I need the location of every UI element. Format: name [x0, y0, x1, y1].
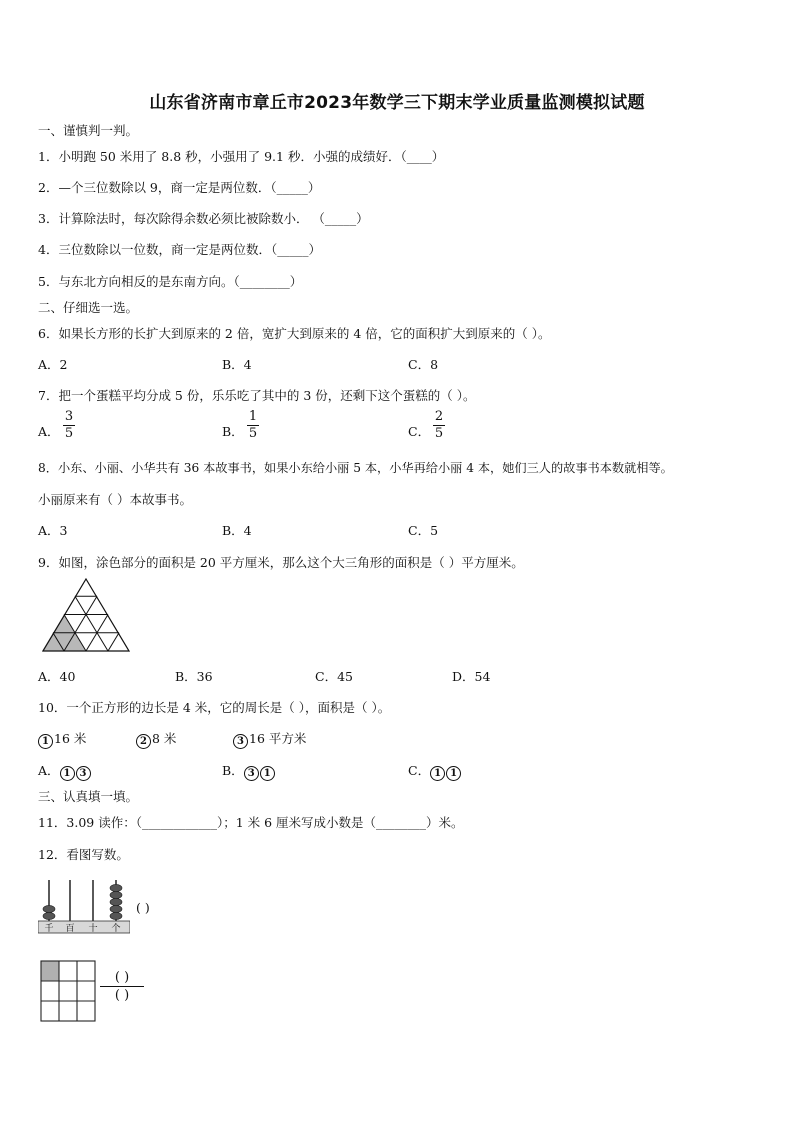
q7-option-b-fraction	[246, 409, 260, 442]
abacus-figure	[38, 876, 130, 938]
abacus-label-thousands: 千	[44, 924, 54, 934]
question-3: 3．计算除法时，每次除得余数必须比被除数小． （_____）	[38, 211, 369, 226]
abacus-label-tens: 十	[88, 924, 98, 934]
question-8-line-2: 小丽原来有（ ）本故事书。	[38, 492, 192, 507]
q7-option-a-fraction	[62, 409, 76, 442]
q7-option-a-label: A．	[38, 424, 60, 439]
q7-option-c-fraction	[432, 409, 446, 442]
fraction-denominator: 5	[248, 426, 258, 441]
fraction-numerator: 3	[64, 409, 74, 424]
q10-item-text: 16 米	[54, 731, 87, 746]
triangle-figure	[42, 578, 130, 652]
option-label: B．	[222, 763, 244, 778]
question-2: 2．—个三位数除以 9，商一定是两位数．（_____）	[38, 180, 321, 195]
circled-number: 3	[233, 734, 248, 749]
question-1: 1．小明跑 50 米用了 8.8 秒，小强用了 9.1 秒．小强的成绩好．（____）	[38, 149, 445, 164]
question-9: 9．如图，涂色部分的面积是 20 平方厘米，那么这个大三角形的面积是（ ）平方厘米。	[38, 555, 524, 570]
question-5: 5．与东北方向相反的是东南方向。（________）	[38, 274, 303, 289]
q10-item-text: 8 米	[152, 731, 177, 746]
question-4: 4．三位数除以一位数，商一定是两位数．（_____）	[38, 242, 321, 257]
circled-number: 1	[446, 766, 461, 781]
abacus-beads	[43, 884, 122, 919]
fraction-denominator: 5	[64, 426, 74, 441]
fraction-denominator-blank: ( )	[114, 988, 130, 1003]
q10-option-a	[38, 761, 92, 781]
q6-option-b: B．4	[222, 357, 252, 372]
fraction-numerator: 2	[434, 409, 444, 424]
circled-number: 2	[136, 734, 151, 749]
grid-fraction-blank	[100, 970, 144, 1003]
q6-option-a: A．2	[38, 357, 68, 372]
circled-number: 1	[430, 766, 445, 781]
circled-number: 1	[60, 766, 75, 781]
fraction-bar	[100, 986, 144, 987]
q7-option-b-label: B．	[222, 424, 244, 439]
q9-option-c: C．45	[315, 669, 353, 684]
question-7: 7．把一个蛋糕平均分成 5 份，乐乐吃了其中的 3 份，还剩下这个蛋糕的（ ）。	[38, 388, 476, 403]
section-3-heading: 三、认真填一填。	[38, 789, 139, 804]
q8-option-a: A．3	[38, 523, 68, 538]
q10-item-3	[233, 729, 306, 749]
q7-option-c-label: C．	[408, 424, 431, 439]
circled-number: 3	[244, 766, 259, 781]
abacus-label-ones: 个	[111, 924, 121, 934]
fraction-numerator-blank: ( )	[114, 970, 130, 985]
q8-option-b: B．4	[222, 523, 252, 538]
q10-option-b	[222, 761, 276, 781]
shaded-triangle	[53, 615, 75, 633]
grid-figure	[40, 960, 96, 1022]
q9-option-b: B．36	[175, 669, 213, 684]
question-8-line-1: 8．小东、小丽、小华共有 36 本故事书，如果小东给小丽 5 本，小华再给小丽 4 本，她们三人的故事书本数就相等。	[38, 461, 673, 475]
q10-item-1	[38, 729, 86, 749]
question-12: 12．看图写数。	[38, 847, 129, 862]
q9-option-a: A．40	[38, 669, 76, 684]
q10-option-c	[408, 761, 462, 781]
option-label: A．	[38, 763, 60, 778]
fraction-denominator: 5	[434, 426, 444, 441]
section-1-heading: 一、谨慎判一判。	[38, 123, 139, 138]
q9-option-d: D．54	[452, 669, 491, 684]
abacus-label-hundreds: 百	[65, 924, 75, 934]
shaded-cell	[41, 961, 59, 981]
q6-option-c: C．8	[408, 357, 439, 372]
circled-number: 1	[38, 734, 53, 749]
fraction-numerator: 1	[248, 409, 258, 424]
page-title: 山东省济南市章丘市2023年数学三下期末学业质量监测模拟试题	[149, 93, 645, 113]
circled-number: 3	[76, 766, 91, 781]
circled-number: 1	[260, 766, 275, 781]
abacus-rods	[49, 880, 116, 922]
question-11: 11．3.09 读作：（____________）；1 米 6 厘米写成小数是（________）米。	[38, 815, 464, 830]
section-2-heading: 二、仔细选一选。	[38, 300, 139, 315]
question-6: 6．如果长方形的长扩大到原来的 2 倍，宽扩大到原来的 4 倍，它的面积扩大到原来的（ ）。	[38, 326, 551, 341]
question-10: 10．一个正方形的边长是 4 米，它的周长是（ ），面积是（ ）。	[38, 700, 391, 715]
q8-option-c: C．5	[408, 523, 439, 538]
option-label: C．	[408, 763, 431, 778]
abacus-answer-blank: ( )	[136, 900, 150, 915]
q10-item-text: 16 平方米	[249, 731, 307, 746]
q10-item-2	[136, 729, 176, 749]
